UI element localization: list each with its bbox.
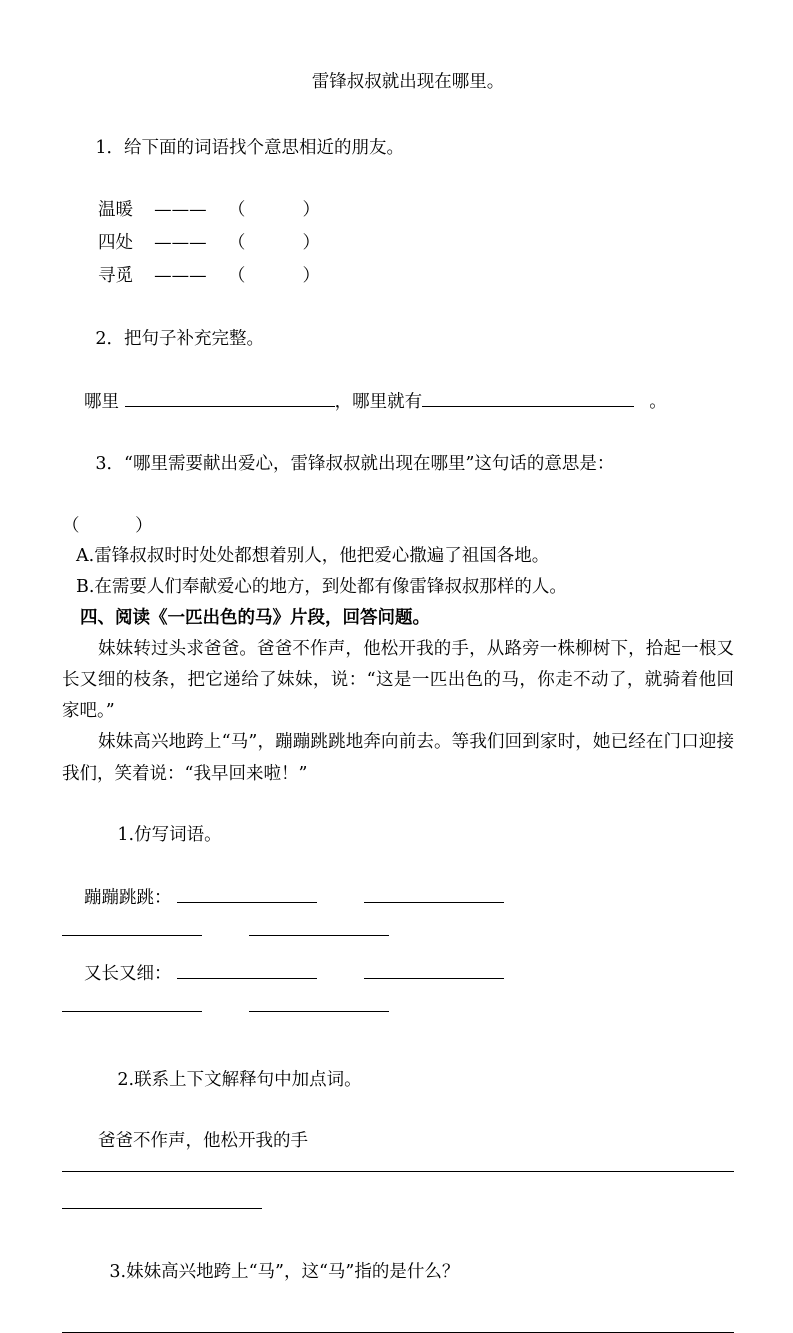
document-content	[62, 68, 734, 1333]
imitate-word-label-2: 又长又细：	[84, 964, 172, 985]
match-pair-3-word: 寻觅	[98, 266, 133, 287]
answer-rule-2[interactable]	[62, 1190, 262, 1209]
question-2-fill-suffix: 。	[649, 391, 667, 412]
sub-question-3-number: 3.	[109, 1261, 127, 1282]
sub-question-1	[62, 790, 734, 882]
match-pair-2-dash: ———	[154, 233, 207, 254]
match-pair-1	[62, 194, 734, 227]
match-pair-3	[62, 260, 734, 293]
header-line: 雷锋叔叔就出现在哪里。	[311, 72, 505, 92]
imitate-word-label-1: 蹦蹦跳跳：	[84, 887, 172, 908]
match-pair-1-dash: ———	[154, 199, 207, 220]
question-3-bracket[interactable]: （ ）	[62, 515, 153, 536]
match-pair-3-dash: ———	[154, 266, 207, 287]
question-1	[62, 102, 734, 194]
answer-rule-1-wrap	[62, 1157, 734, 1172]
section-4-paragraph-2: 妹妹高兴地跨上“马”，蹦蹦跳跳地奔向前去。等我们回到家时，她已经在门口迎接我们，笑着说：“我早回来啦！”	[62, 732, 734, 784]
match-pair-1-bracket-open: （	[227, 199, 246, 220]
match-pair-3-bracket-close: ）	[302, 266, 320, 287]
answer-blank-imitate-1c[interactable]	[62, 916, 202, 935]
imitate-word-row-2	[62, 958, 734, 991]
sub-question-2-number: 2.	[117, 1070, 135, 1091]
question-2-fill-row	[62, 386, 734, 419]
question-3	[62, 419, 734, 511]
answer-blank-imitate-1b[interactable]	[364, 883, 504, 902]
answer-blank-imitate-1a[interactable]	[177, 883, 317, 902]
match-pair-2-bracket-open: （	[227, 233, 246, 254]
match-pair-1-word: 温暖	[98, 199, 133, 220]
answer-blank-q2-b[interactable]	[422, 387, 634, 406]
section-4-title: 四、阅读《一匹出色的马》片段，回答问题。	[80, 607, 430, 628]
sub-question-1-prompt: 仿写词语。	[134, 825, 222, 846]
answer-blank-imitate-2b[interactable]	[364, 960, 504, 979]
answer-rule-2-wrap	[62, 1188, 734, 1221]
answer-blank-imitate-2c[interactable]	[62, 993, 202, 1012]
question-1-number: 1．	[95, 137, 125, 158]
question-2-number: 2．	[95, 329, 125, 350]
sub-question-2-prompt: 联系上下文解释句中加点词。	[134, 1070, 362, 1091]
question-2	[62, 294, 734, 386]
imitate-word-row-2-cont	[62, 991, 734, 1024]
answer-blank-imitate-2d[interactable]	[249, 993, 389, 1012]
sub-question-3	[62, 1226, 734, 1318]
answer-blank-q2-a[interactable]	[125, 387, 335, 406]
answer-blank-imitate-1d[interactable]	[249, 916, 389, 935]
answer-blank-imitate-2a[interactable]	[177, 960, 317, 979]
match-pair-3-bracket-open: （	[227, 266, 246, 287]
imitate-word-row-1-cont	[62, 915, 734, 948]
match-pair-1-bracket-close: ）	[302, 199, 320, 220]
question-3-option-a[interactable]: A.雷锋叔叔时时处处都想着别人，他把爱心撒遍了祖国各地。	[76, 546, 550, 567]
question-2-fill-prefix: 哪里	[84, 391, 119, 412]
question-2-fill-middle: ，哪里就有	[334, 391, 423, 412]
question-3-prompt: “哪里需要献出爱心，雷锋叔叔就出现在哪里”这句话的意思是：	[124, 454, 615, 475]
sub-question-3-prompt: 妹妹高兴地跨上“马”，这“马”指的是什么？	[126, 1261, 460, 1282]
match-pair-2-word: 四处	[98, 233, 133, 254]
question-3-option-b[interactable]: B.在需要人们奉献爱心的地方，到处都有像雷锋叔叔那样的人。	[76, 576, 567, 597]
sub-question-2	[62, 1035, 734, 1127]
imitate-word-row-1	[62, 882, 734, 915]
answer-rule-3-wrap	[62, 1318, 734, 1333]
sub-question-2-quote: 爸爸不作声，他松开我的手	[98, 1131, 308, 1152]
match-pair-2	[62, 227, 734, 260]
question-2-prompt: 把句子补充完整。	[124, 329, 265, 350]
section-4-paragraph-1: 妹妹转过头求爸爸。爸爸不作声，他松开我的手，从路旁一株柳树下，拾起一根又长又细的枝条，把它递给了妹妹，说：“这是一匹出色的马，你走不动了，就骑着他回家吧。”	[62, 639, 734, 722]
question-3-number: 3．	[95, 454, 125, 475]
question-1-prompt: 给下面的词语找个意思相近的朋友。	[124, 137, 405, 158]
match-pair-2-bracket-close: ）	[302, 233, 320, 254]
sub-question-1-number: 1.	[117, 825, 135, 846]
